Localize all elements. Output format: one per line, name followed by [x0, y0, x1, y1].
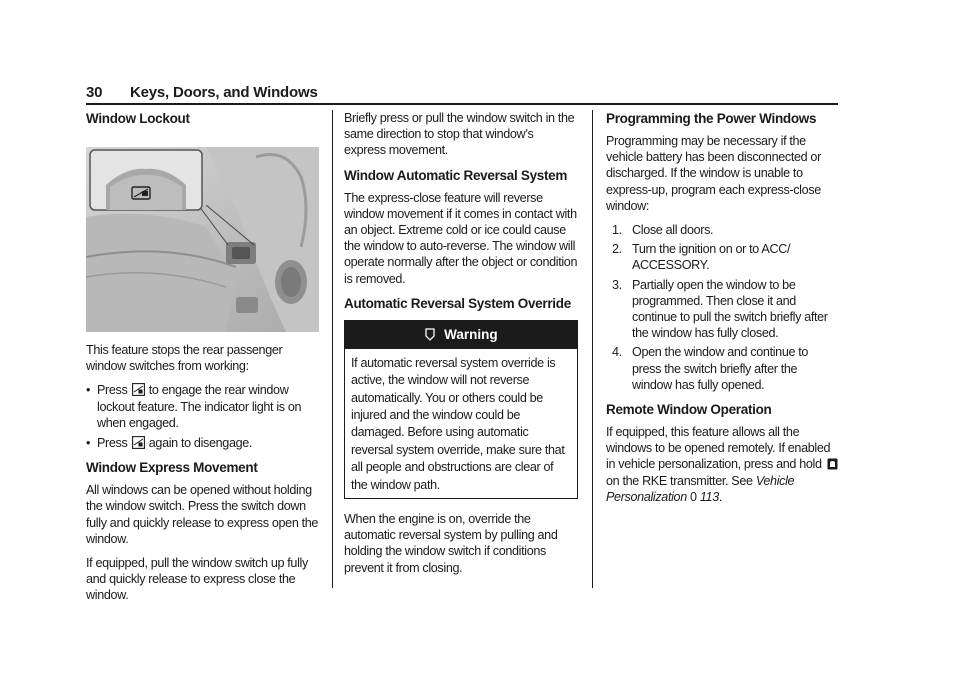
step-number: 2. — [612, 242, 622, 257]
override-paragraph: When the engine is on, override the automatic reversal system by pulling and holding the window switch if conditions prevent it from closing. — [344, 512, 558, 575]
express-paragraph-1: All windows can be opened without holding the window switch. Press the switch down fully and quickly release to express open the window. — [86, 483, 319, 546]
remote-text-end: . — [718, 489, 723, 504]
list-item — [606, 344, 840, 393]
bullet-text-pre: Press — [97, 383, 128, 398]
step-number: 1. — [612, 223, 622, 238]
window-lockout-icon — [132, 383, 145, 396]
window-lockout-heading: Window Lockout — [86, 111, 190, 126]
warning-box — [344, 320, 578, 499]
cross-reference-page[interactable]: 113 — [699, 489, 719, 504]
warning-body — [345, 349, 577, 498]
override-heading: Automatic Reversal System Override — [344, 295, 571, 311]
page-arrow-icon: 0 — [690, 489, 697, 504]
auto-reversal-paragraph: The express-close feature will reverse window movement if it comes in contact with an object. Extreme cold or ice could cause the window to auto-reverse. The window will operate normally after the object or condition is removed. — [344, 190, 578, 286]
column-divider — [592, 110, 593, 588]
section-title: Keys, Doors, and Windows — [130, 84, 318, 101]
remote-text-post: on the RKE transmitter. See — [606, 473, 753, 488]
lockout-intro: This feature stops the rear passenger window switches from working: — [86, 343, 283, 374]
bullet-icon: • — [86, 436, 91, 451]
remote-window-icon — [827, 458, 838, 470]
warning-title: Warning — [444, 326, 498, 342]
page-number: 30 — [86, 84, 103, 101]
window-lockout-switch-photo — [86, 147, 319, 332]
step-number: 3. — [612, 277, 622, 292]
bullet-text-post: again to disengage. — [148, 436, 253, 451]
express-movement-heading: Window Express Movement — [86, 460, 258, 476]
bullet-text-pre: Press — [97, 436, 128, 451]
programming-paragraph: Programming may be necessary if the vehicle battery has been disconnected or discharged. If the window is unable to express-up, program each express-close window: — [606, 134, 821, 213]
remote-window-paragraph — [606, 424, 840, 505]
cross-reference-link[interactable]: Vehicle Personalization — [606, 473, 795, 504]
window-lockout-icon — [132, 436, 145, 449]
column-2 — [344, 110, 578, 584]
programming-heading: Programming the Power Windows — [606, 111, 817, 126]
page-header — [86, 84, 838, 104]
warning-header — [345, 321, 577, 349]
stop-express-paragraph: Briefly press or pull the window switch in the same direction to stop that window’s express movement. — [344, 111, 575, 158]
column-3 — [606, 110, 840, 513]
express-paragraph-2: If equipped, pull the window switch up fully and quickly release to express close the window. — [86, 556, 308, 603]
step-text: Open the window and continue to press the switch briefly after the window has fully opened. — [632, 345, 809, 392]
header-rule — [86, 103, 838, 105]
bullet-icon: • — [86, 383, 91, 398]
bullet-text-post: to engage the rear window lockout feature. The indicator light is on when engaged. — [97, 383, 302, 430]
programming-steps — [606, 222, 840, 393]
remote-text-pre: If equipped, this feature allows all the windows to be opened remotely. If enabled in vehicle personalization, press and hold — [606, 425, 831, 472]
list-item — [606, 241, 840, 273]
lockout-bullets — [86, 382, 324, 451]
step-text: Turn the ignition on or to ACC/ ACCESSORY. — [632, 242, 791, 273]
remote-window-heading: Remote Window Operation — [606, 402, 772, 418]
warning-text: If automatic reversal system override is active, the window will not reverse automatically. You or others could be injured and the window could be damaged. Before using automatic reversal system override, make sure that all people and obstructions are clear of the window path. — [351, 355, 565, 492]
column-1 — [86, 110, 324, 612]
list-item — [86, 382, 324, 431]
step-text: Close all doors. — [632, 223, 714, 238]
step-text: Partially open the window to be programmed. Then close it and continue to pull the switch briefly after the window has fully closed. — [632, 277, 828, 341]
list-item — [606, 222, 840, 238]
warning-icon — [424, 328, 436, 341]
step-number: 4. — [612, 345, 622, 360]
list-item — [86, 435, 324, 451]
auto-reversal-heading: Window Automatic Reversal System — [344, 167, 568, 183]
list-item — [606, 277, 840, 342]
column-divider — [332, 110, 333, 588]
